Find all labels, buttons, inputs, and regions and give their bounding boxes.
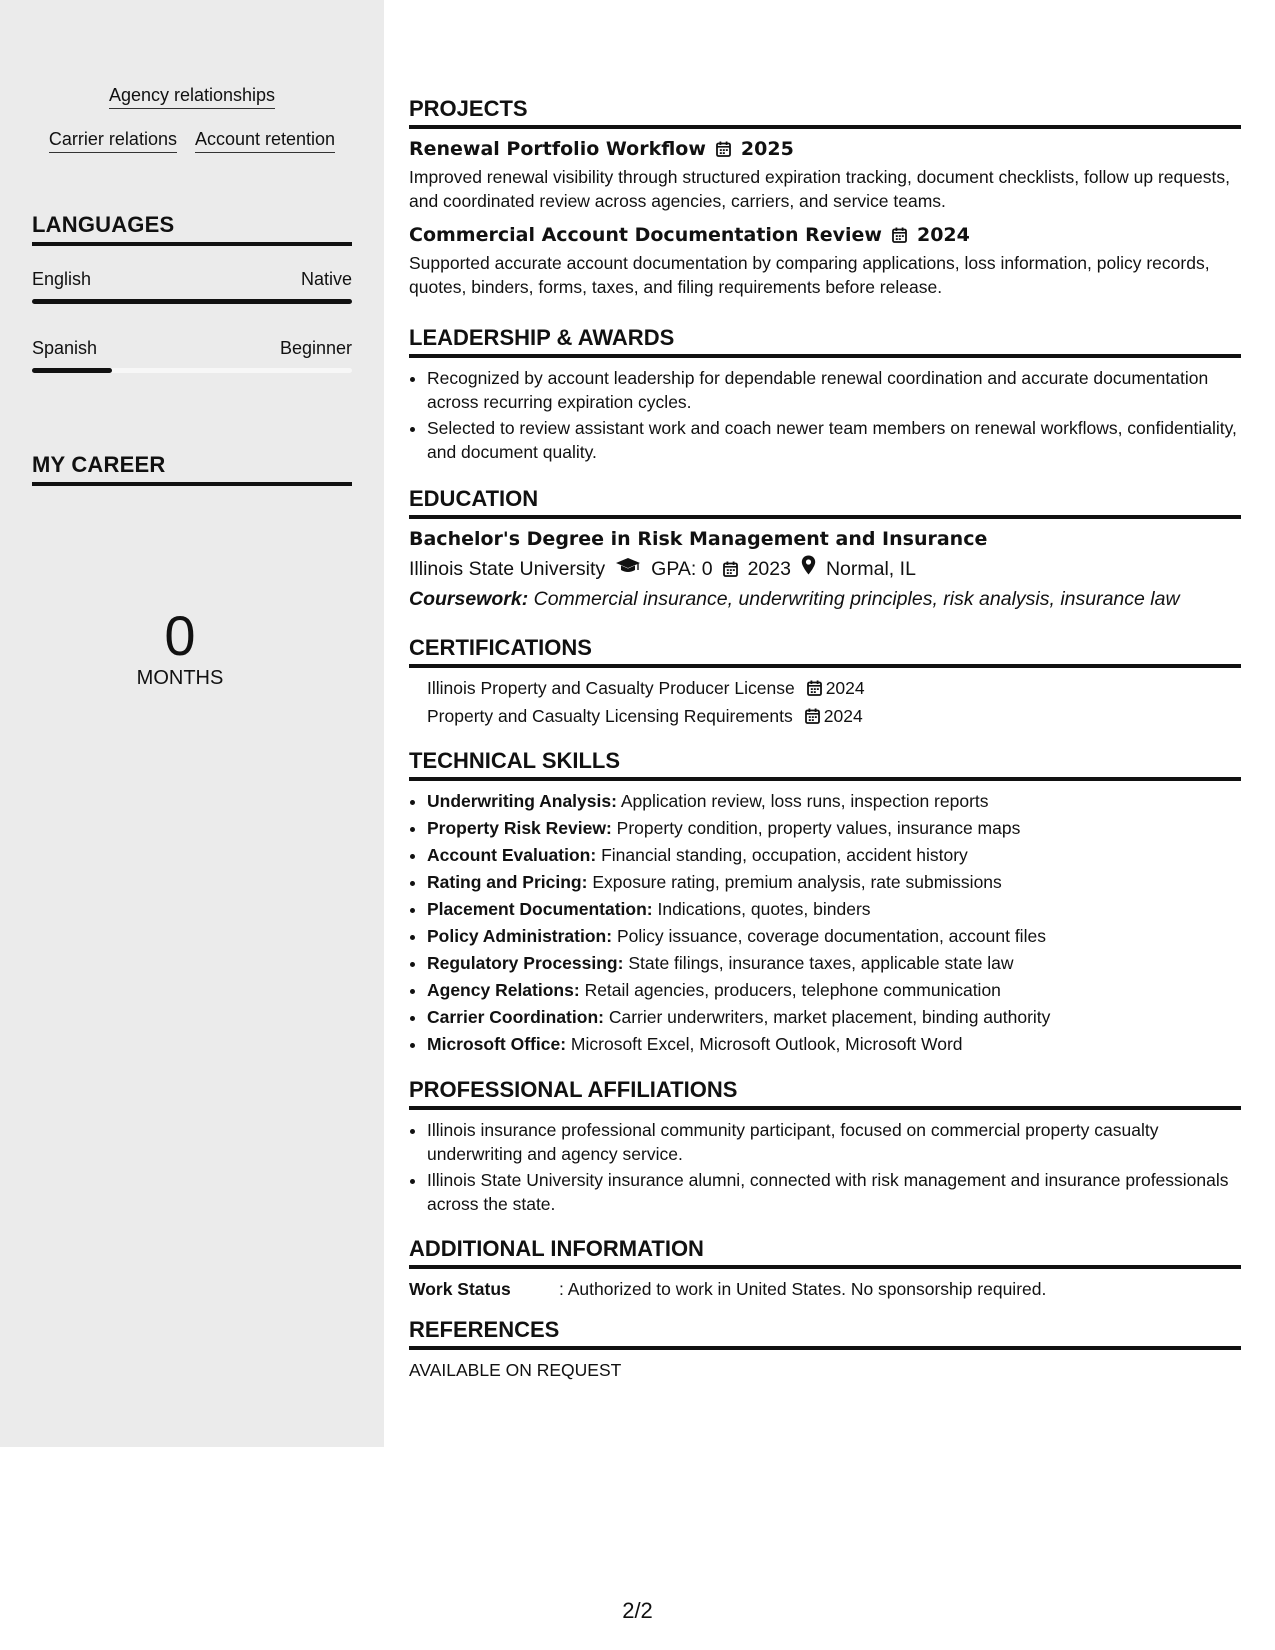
work-status <box>409 1277 1241 1301</box>
skill-label: Placement Documentation: <box>427 899 653 919</box>
projects-section <box>409 96 1241 299</box>
language-name: English <box>32 269 92 289</box>
list-item: • Recognized by account leadership for dependable renewal coordination and accurate documentation across recurring expiration cycles. <box>427 366 1241 414</box>
skill-label: Microsoft Office: <box>427 1034 567 1054</box>
skill-text: Indications, quotes, binders <box>657 899 871 919</box>
skill-label: Carrier Coordination: <box>427 1007 604 1027</box>
proficiency-bar <box>32 299 352 304</box>
calendar-icon <box>716 137 731 161</box>
project-year: 2024 <box>916 224 970 246</box>
section-heading: LEADERSHIP & AWARDS <box>409 325 1241 358</box>
list-item: • Illinois insurance professional community participant, focused on commercial property casualty underwriting and agency service. <box>427 1118 1241 1166</box>
school-location: Normal, IL <box>825 557 916 580</box>
project-name: Renewal Portfolio Workflow <box>409 138 706 160</box>
language-english <box>32 268 352 304</box>
skill-text: Policy issuance, coverage documentation, account files <box>616 926 1046 946</box>
skill-tags-row-1 <box>0 84 384 109</box>
skill-item <box>427 1032 1241 1056</box>
certification-year: 2024 <box>825 678 865 698</box>
skill-text: Property condition, property values, insurance maps <box>616 818 1021 838</box>
degree-title: Bachelor's Degree in Risk Management and Insurance <box>409 528 988 550</box>
project-description: Improved renewal visibility through structured expiration tracking, document checklists, follow up requests, and coordinated review across agencies, carriers, and service teams. <box>409 167 1230 211</box>
certification-item <box>427 704 1241 728</box>
proficiency-bar <box>32 368 352 373</box>
skill-label: Policy Administration: <box>427 926 613 946</box>
additional-info-section <box>409 1236 1241 1301</box>
skill-item <box>427 816 1241 840</box>
career-unit: MONTHS <box>136 667 224 689</box>
references-text: AVAILABLE ON REQUEST <box>409 1360 622 1380</box>
certifications-section <box>409 635 1241 728</box>
school-name: Illinois State University <box>409 557 606 580</box>
list-item: • Illinois State University insurance alumni, connected with risk management and insurance professionals across the state. <box>427 1168 1241 1216</box>
career-value: 0 <box>164 604 196 667</box>
section-heading: EDUCATION <box>409 486 1241 519</box>
certification-year: 2024 <box>823 706 863 726</box>
skill-item <box>427 1005 1241 1029</box>
language-name: Spanish <box>32 338 98 358</box>
language-level: Beginner <box>279 338 352 358</box>
skill-tag: Account retention <box>195 128 335 153</box>
skill-item <box>427 978 1241 1002</box>
skill-text: Exposure rating, premium analysis, rate submissions <box>592 872 1002 892</box>
work-status-label: Work Status <box>409 1279 511 1299</box>
technical-skills-section <box>409 748 1241 1056</box>
calendar-icon <box>805 704 820 728</box>
proficiency-fill <box>32 368 112 373</box>
work-status-value: : Authorized to work in United States. No sponsorship required. <box>559 1279 1047 1299</box>
project-item <box>409 137 1241 213</box>
skill-label: Agency Relations: <box>427 980 580 1000</box>
project-description: Supported accurate account documentation by comparing applications, loss information, policy records, quotes, binders, forms, taxes, and filing requirements before release. <box>409 253 1210 297</box>
skill-text: Application review, loss runs, inspection reports <box>620 791 989 811</box>
list-item: • Selected to review assistant work and coach newer team members on renewal workflows, confidentiality, and document quality. <box>427 416 1241 464</box>
education-section <box>409 486 1241 612</box>
skill-item <box>427 924 1241 948</box>
graduation-cap-icon <box>615 556 641 582</box>
coursework <box>409 586 1241 612</box>
skill-tag: Carrier relations <box>49 128 177 153</box>
project-year: 2025 <box>740 138 794 160</box>
skill-item <box>427 843 1241 867</box>
project-item <box>409 223 1241 299</box>
skill-item <box>427 789 1241 813</box>
skill-label: Underwriting Analysis: <box>427 791 617 811</box>
coursework-label: Coursework: <box>409 588 529 610</box>
skill-text: Microsoft Excel, Microsoft Outlook, Microsoft Word <box>570 1034 963 1054</box>
sidebar <box>0 0 384 1447</box>
language-level: Native <box>300 269 352 289</box>
section-heading: PROFESSIONAL AFFILIATIONS <box>409 1077 1241 1110</box>
skill-item <box>427 951 1241 975</box>
section-heading: TECHNICAL SKILLS <box>409 748 1241 781</box>
calendar-icon <box>892 223 907 247</box>
certification-name: Property and Casualty Licensing Requirements <box>427 706 793 726</box>
certification-item <box>427 676 1241 700</box>
section-heading: CERTIFICATIONS <box>409 635 1241 668</box>
skill-label: Rating and Pricing: <box>427 872 588 892</box>
section-heading: REFERENCES <box>409 1317 1241 1350</box>
map-pin-icon <box>801 555 816 582</box>
calendar-icon <box>723 556 738 582</box>
skill-text: Retail agencies, producers, telephone communication <box>584 980 1001 1000</box>
skill-tag: Agency relationships <box>109 84 275 109</box>
skill-label: Account Evaluation: <box>427 845 597 865</box>
language-spanish <box>32 337 352 373</box>
skill-text: Carrier underwriters, market placement, binding authority <box>608 1007 1051 1027</box>
skill-tags-row-2 <box>0 128 384 153</box>
skill-item <box>427 870 1241 894</box>
skill-label: Regulatory Processing: <box>427 953 624 973</box>
section-heading: PROJECTS <box>409 96 1241 129</box>
skill-text: Financial standing, occupation, accident history <box>601 845 968 865</box>
page-number: 2/2 <box>622 1598 653 1623</box>
affiliations-section <box>409 1077 1241 1216</box>
education-meta <box>409 555 1241 582</box>
graduation-year: 2023 <box>747 557 791 580</box>
skill-label: Property Risk Review: <box>427 818 612 838</box>
skill-item <box>427 897 1241 921</box>
career-heading: MY CAREER <box>32 452 352 486</box>
skill-text: State filings, insurance taxes, applicable state law <box>628 953 1014 973</box>
calendar-icon <box>807 676 822 700</box>
project-name: Commercial Account Documentation Review <box>409 224 882 246</box>
certification-name: Illinois Property and Casualty Producer License <box>427 678 795 698</box>
proficiency-fill <box>32 299 352 304</box>
leadership-section <box>409 325 1241 464</box>
section-heading: ADDITIONAL INFORMATION <box>409 1236 1241 1269</box>
coursework-text: Commercial insurance, underwriting principles, risk analysis, insurance law <box>533 588 1180 610</box>
references-section <box>409 1317 1241 1382</box>
gpa: GPA: 0 <box>651 557 713 580</box>
languages-heading: LANGUAGES <box>32 212 352 246</box>
